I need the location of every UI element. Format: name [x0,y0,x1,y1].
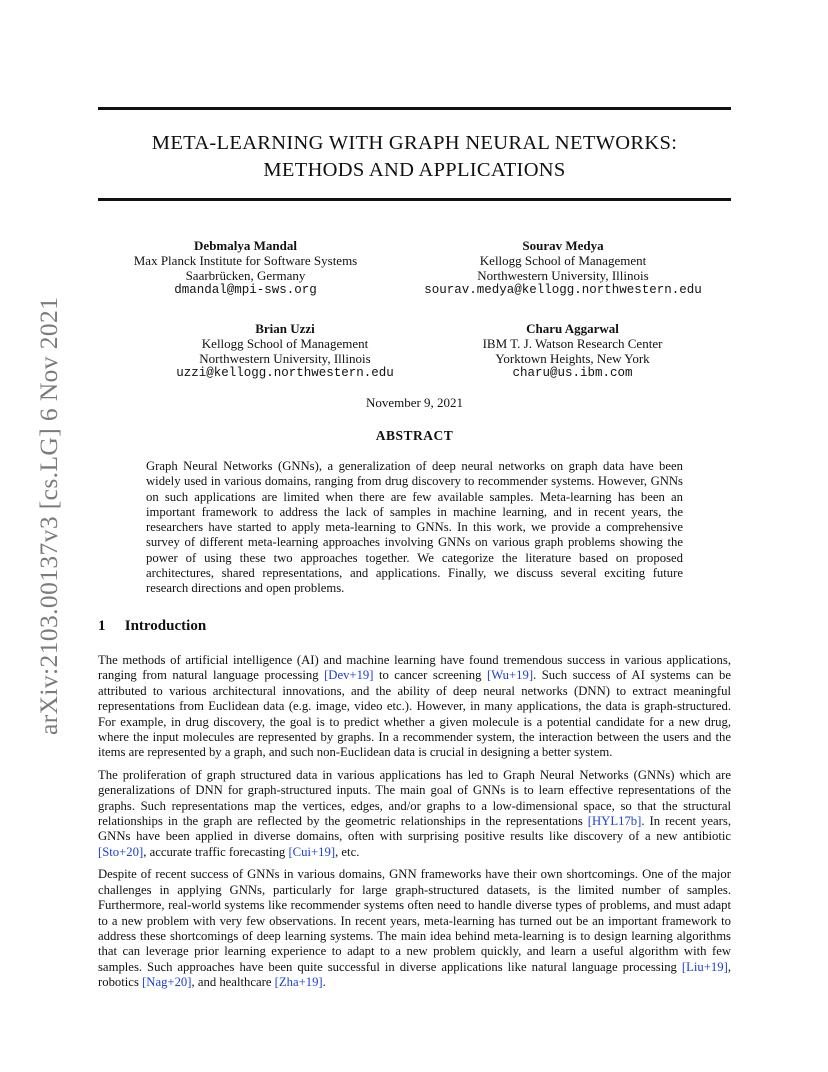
author-location: Yorktown Heights, New York [495,351,650,366]
intro-text: The proliferation of graph structured data in various applications has led to Graph Neural Networks (GNNs) which are generalizations of DNN for graph-structured inputs. The main goal of GNNs is to learn effective representations of the graphs. Such representations map the vertices, edges, and/or graphs to a low-dimensional space, so that the structural relationships in the graph are reflected by the geometric relationships in the representations [98,767,731,829]
intro-text: . In recent years, GNNs have been applied in diverse domains, often with surprising positive results like discovery of a new antibiotic [98,814,732,844]
citation-link[interactable]: [Wu+19] [486,668,534,683]
citation-link[interactable]: [Dev+19] [324,668,374,683]
title-line-1: META-LEARNING WITH GRAPH NEURAL NETWORKS: [151,132,678,154]
intro-text: , etc. [335,844,360,859]
author-affiliation: Kellogg School of Management [479,253,647,268]
publication-date: November 9, 2021 [365,395,464,410]
author-location: Saarbrücken, Germany [185,268,306,283]
intro-paragraph-2 [98,768,731,860]
intro-text: The methods of artificial intelligence (AI) and machine learning have found tremendous success in various applications, ranging from natural language processing [98,653,731,683]
intro-text: . [322,975,326,990]
abstract-body: Graph Neural Networks (GNNs), a generalization of deep neural networks on graph data have been widely used in various domains, ranging from drug discovery to recommender systems. However, GNNs on such applications are limited when there are few available samples. Meta-learning has been an important framework to address the lack of samples in machine learning, and in recent years, the researchers have started to apply meta-learning to GNNs. In this work, we provide a comprehensive survey of different meta-learning approaches involving GNNs on various graph problems showing the power of using these two approaches together. We categorize the literature based on proposed architectures, shared representations, and applications. Finally, we discuss several exciting future research directions and open problems. [146,459,683,596]
author-affiliation: IBM T. J. Watson Research Center [482,336,663,351]
author-block-uzzi [140,321,430,381]
author-block-aggarwal [455,321,690,381]
citation-link[interactable]: [Nag+20] [142,975,192,990]
author-affiliation: Kellogg School of Management [201,336,369,351]
abstract-heading: ABSTRACT [375,428,454,443]
title-top-rule [98,107,731,110]
citation-link[interactable]: [Liu+19] [681,959,728,974]
intro-text: . Such success of AI systems can be attributed to various architectural innovations, and the ability of deep neural networks (DNN) to extract meaningful representations from Euclidean data (e.g. image, video etc.). However, in many applications, the data is graph-structured. For example, in drug discovery, the goal is to predict whether a given molecule is a potential candidate for a new drug, where the input molecules are represented by graphs. In a recommender system, the interaction between the users and the items are represented by a graph, and such non-Euclidean data is crucial in designing a better system. [98,668,731,760]
intro-text: , robotics [98,959,731,990]
title-bottom-rule [98,198,731,201]
citation-link[interactable]: [Zha+19] [274,975,323,990]
author-affiliation: Max Planck Institute for Software Systems [133,253,358,268]
author-location: Northwestern University, Illinois [477,268,649,283]
title-line-2: METHODS AND APPLICATIONS [263,159,566,181]
intro-text: to cancer screening [373,668,487,683]
author-name: Sourav Medya [522,238,604,253]
section-number: 1 [98,618,106,634]
intro-text: , and healthcare [191,975,275,990]
author-block-medya [393,238,733,298]
arxiv-identifier-stamp: arXiv:2103.00137v3 [cs.LG] 6 Nov 2021 [34,296,63,735]
section-title: Introduction [124,618,207,634]
intro-paragraph-1 [98,653,731,761]
author-email: dmandal@mpi-sws.org [174,283,317,297]
author-email: charu@us.ibm.com [512,366,633,380]
author-name: Brian Uzzi [255,321,315,336]
intro-text: , accurate traffic forecasting [143,844,289,859]
section-heading [98,618,206,635]
author-email: uzzi@kellogg.northwestern.edu [176,366,394,380]
citation-link[interactable]: [Sto+20] [98,844,144,859]
author-block-mandal [118,238,373,298]
intro-text: Despite of recent success of GNNs in various domains, GNN frameworks have their own shortcomings. One of the major challenges in applying GNNs, particularly for large graph-structured datasets, is the limited number of samples. Furthermore, real-world systems like recommender systems often need to handle diverse types of problems, and must adapt to a new problem with very few observations. In recent years, meta-learning has turned out be an important framework to address these shortcomings of deep learning systems. The main idea behind meta-learning is to design learning algorithms that can leverage prior learning experience to adapt to a new problem quickly, and learn a useful algorithm with few samples. Such approaches have been quite successful in diverse applications like natural language processing [98,867,731,974]
citation-link[interactable]: [HYL17b] [587,814,642,829]
intro-paragraph-3 [98,867,731,990]
author-name: Debmalya Mandal [194,238,297,253]
paper-title [98,130,731,184]
author-location: Northwestern University, Illinois [199,351,371,366]
introduction-body [98,653,731,998]
citation-link[interactable]: [Cui+19] [288,844,336,859]
author-email: sourav.medya@kellogg.northwestern.edu [424,283,702,297]
author-name: Charu Aggarwal [526,321,619,336]
